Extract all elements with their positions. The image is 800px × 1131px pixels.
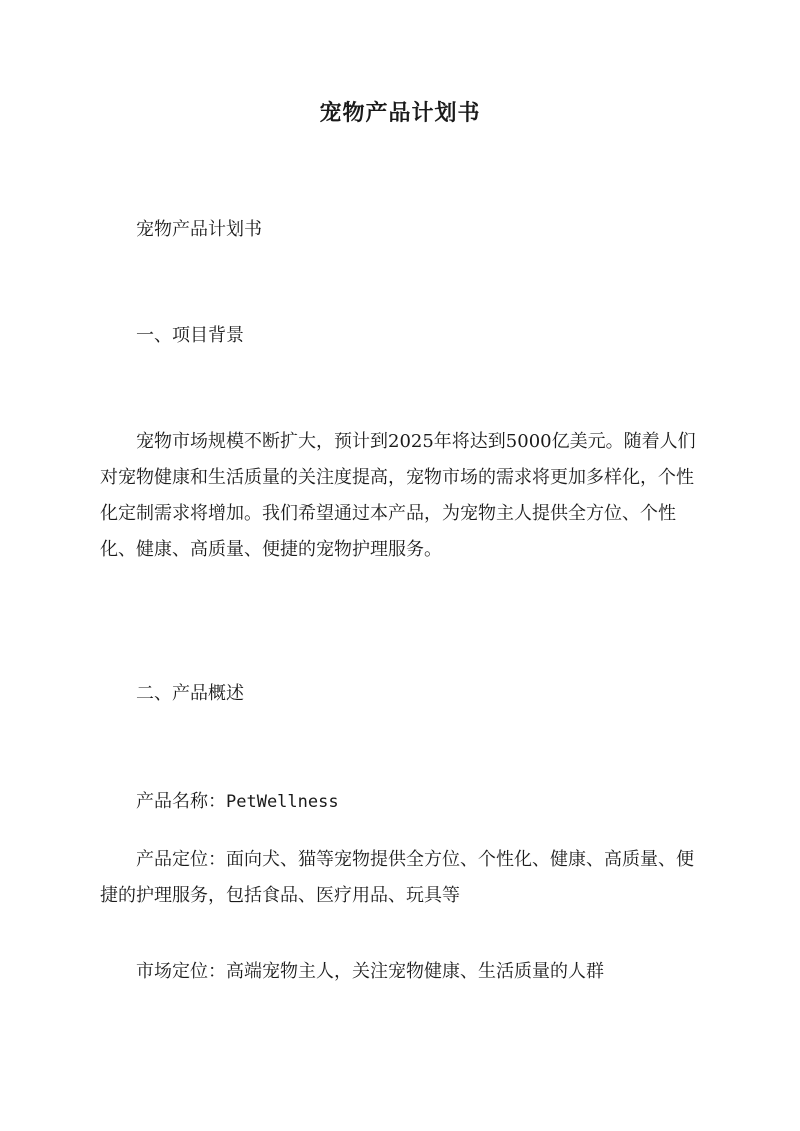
section-heading-background: 一、项目背景 bbox=[136, 325, 244, 346]
product-name-line bbox=[100, 784, 704, 820]
product-name-value: PetWellness bbox=[226, 792, 339, 812]
document-subtitle: 宠物产品计划书 bbox=[136, 219, 262, 240]
background-paragraph: 宠物市场规模不断扩大，预计到2025年将达到5000亿美元。随着人们对宠物健康和生活质量的关注度提高，宠物市场的需求将更加多样化，个性化定制需求将增加。我们希望通过本产品，为宠物主人提供全方位、个性化、健康、高质量、便捷的宠物护理服务。 bbox=[100, 431, 696, 560]
market-positioning: 市场定位：高端宠物主人，关注宠物健康、生活质量的人群 bbox=[136, 961, 604, 982]
product-positioning: 产品定位：面向犬、猫等宠物提供全方位、个性化、健康、高质量、便捷的护理服务，包括食品、医疗用品、玩具等 bbox=[100, 849, 694, 906]
section-heading-overview: 二、产品概述 bbox=[136, 683, 244, 704]
document-title: 宠物产品计划书 bbox=[319, 100, 481, 126]
product-name-label: 产品名称： bbox=[136, 791, 226, 812]
